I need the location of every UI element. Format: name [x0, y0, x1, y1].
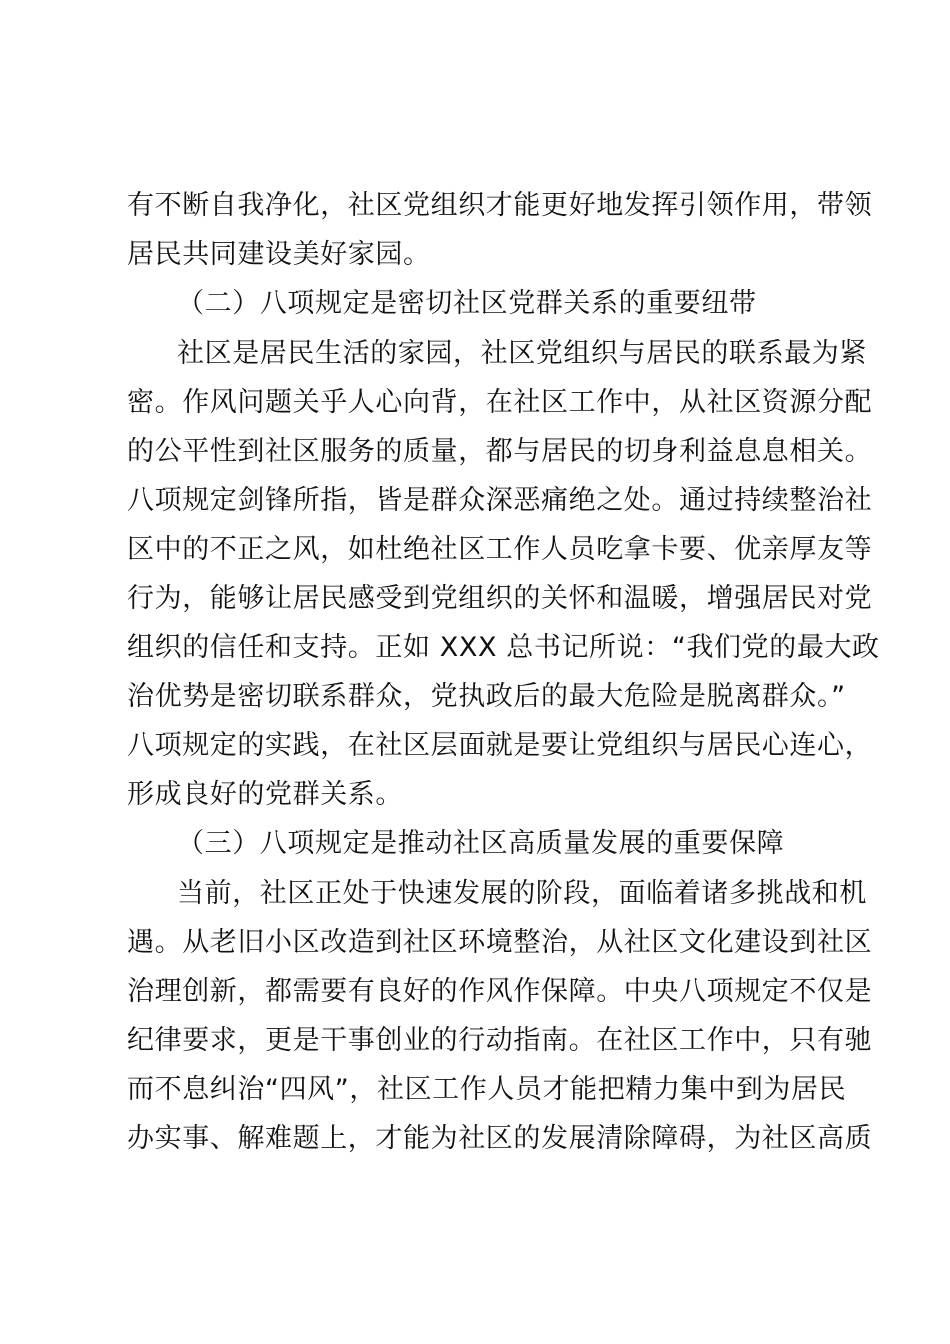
paragraph-line: 八项规定的实践，在社区层面就是要让党组织与居民心连心，	[127, 730, 873, 761]
paragraph-line: 的公平性到社区服务的质量，都与居民的切身利益息息相关。	[127, 436, 873, 467]
paragraph-line: 行为，能够让居民感受到党组织的关怀和温暖，增强居民对党	[127, 583, 873, 614]
paragraph-line: 办实事、解难题上，才能为社区的发展清除障碍，为社区高质	[127, 1123, 873, 1154]
paragraph-line: 当前，社区正处于快速发展的阶段，面临着诸多挑战和机	[177, 878, 867, 909]
paragraph-line: 有不断自我净化，社区党组织才能更好地发挥引领作用，带领	[127, 190, 873, 221]
paragraph-line: 治优势是密切联系群众，党执政后的最大危险是脱离群众。”	[127, 681, 846, 712]
paragraph-line: 纪律要求，更是干事创业的行动指南。在社区工作中，只有驰	[127, 1025, 873, 1056]
paragraph-line: 密。作风问题关乎人心向背，在社区工作中，从社区资源分配	[127, 387, 873, 418]
paragraph-line: 组织的信任和支持。正如 XXX 总书记所说：“我们党的最大政	[127, 632, 880, 663]
paragraph-line: 社区是居民生活的家园，社区党组织与居民的联系最为紧	[177, 338, 867, 369]
paragraph-line: 区中的不正之风，如杜绝社区工作人员吃拿卡要、优亲厚友等	[127, 534, 873, 565]
section-heading: （二）八项规定是密切社区党群关系的重要纽带	[177, 288, 757, 319]
paragraph-line: 遇。从老旧小区改造到社区环境整治，从社区文化建设到社区	[127, 927, 873, 958]
paragraph-line: 居民共同建设美好家园。	[127, 239, 431, 270]
section-heading: （三）八项规定是推动社区高质量发展的重要保障	[177, 828, 785, 859]
paragraph-line: 而不息纠治“四风”，社区工作人员才能把精力集中到为居民	[127, 1074, 847, 1105]
paragraph-line: 形成良好的党群关系。	[127, 779, 403, 810]
paragraph-line: 治理创新，都需要有良好的作风作保障。中央八项规定不仅是	[127, 976, 873, 1007]
paragraph-line: 八项规定剑锋所指，皆是群众深恶痛绝之处。通过持续整治社	[127, 485, 873, 516]
